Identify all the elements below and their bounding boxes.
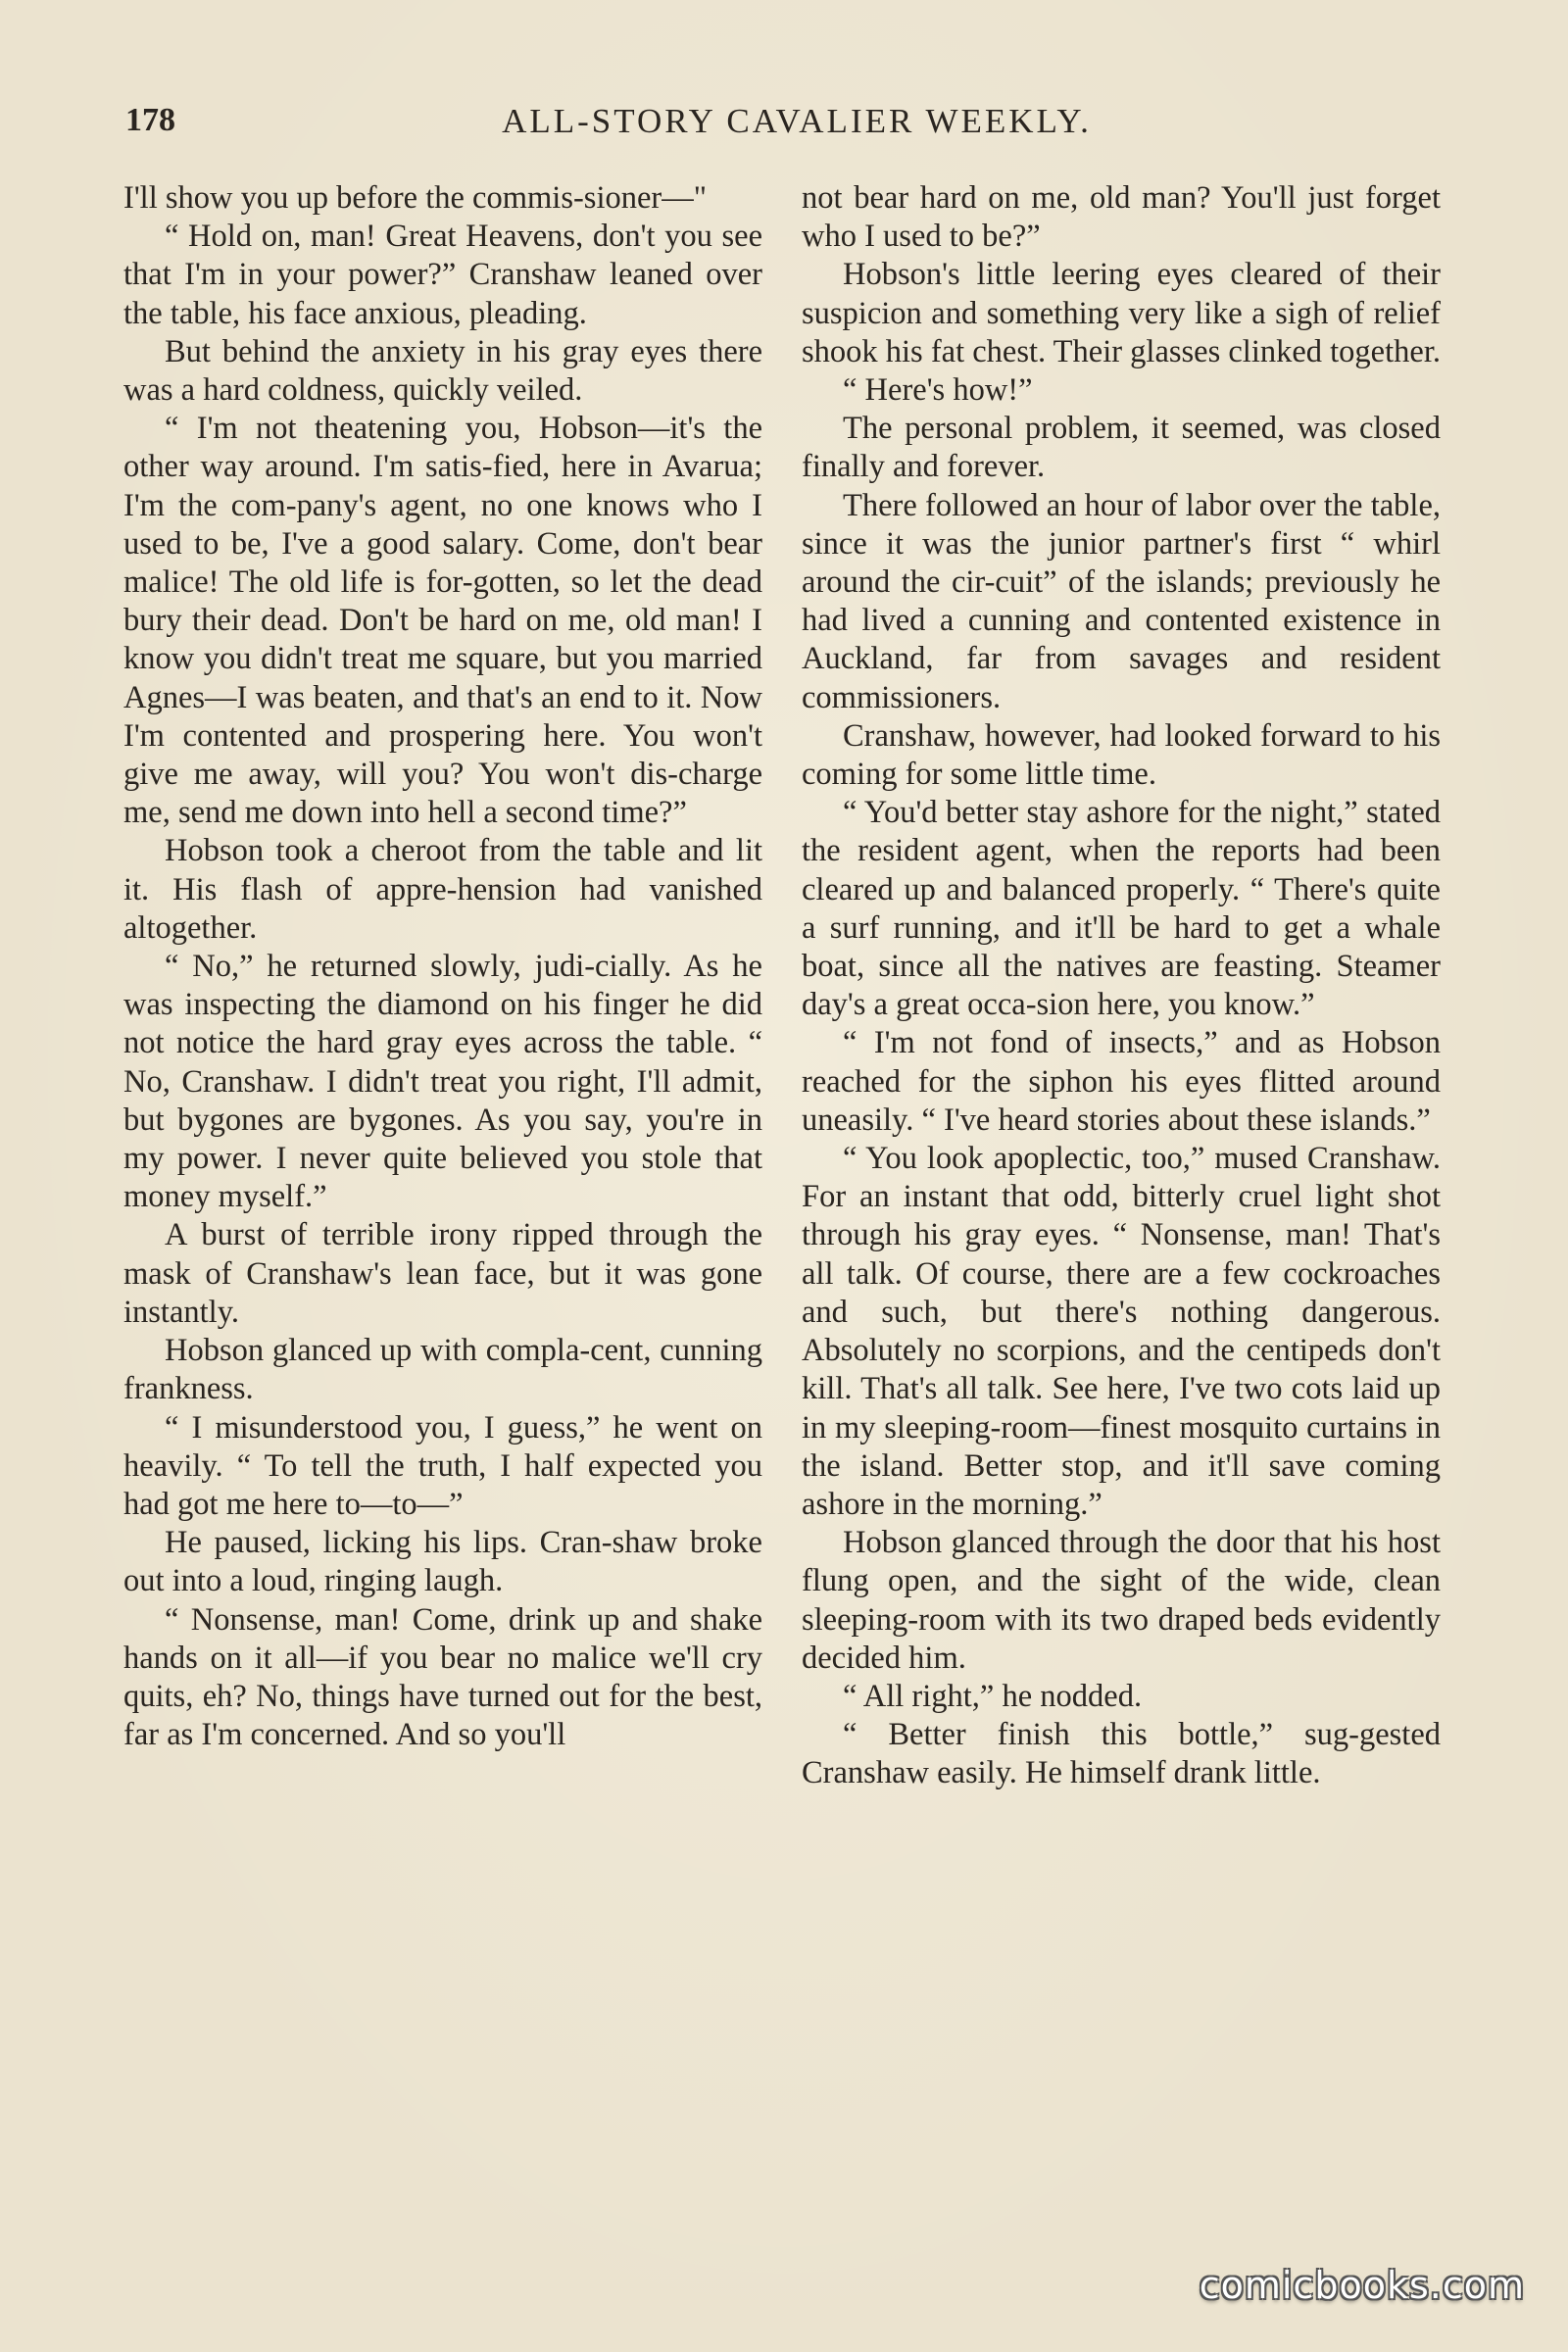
- paragraph: “ No,” he returned slowly, judi-cially. As he was inspecting the diamond on his finger he did not notice the hard gray eyes across the table. “ No, Cranshaw. I didn't treat you right, I'll admit, but bygones are bygones. As you say, you're in my power. I never quite believed you stole that money myself.”: [123, 949, 762, 1215]
- paragraph: “ I misunderstood you, I guess,” he went on heavily. “ To tell the truth, I half expected you had got me here to—to—”: [123, 1409, 762, 1522]
- watermark-logo: comicbooks.com: [1199, 2264, 1525, 2307]
- left-column: [123, 179, 762, 2228]
- paragraph: Cranshaw, however, had looked forward to his coming for some little time.: [802, 717, 1441, 793]
- page-header: [125, 98, 1448, 157]
- paragraph: Hobson glanced up with compla-cent, cunning frankness.: [123, 1333, 762, 1407]
- paragraph: “ Nonsense, man! Come, drink up and shake hands on it all—if you bear no malice we'll cry quits, eh? No, things have turned out for the best, far as I'm concerned. And so you'll: [123, 1601, 762, 1753]
- right-column: [802, 179, 1441, 2228]
- paragraph: Hobson took a cheroot from the table and lit it. His flash of appre-hension had vanished altogether.: [123, 833, 762, 946]
- page-number: 178: [125, 102, 175, 138]
- paragraph: Hobson glanced through the door that his host flung open, and the sight of the wide, clean sleeping-room with its two draped beds evidently decided him.: [802, 1525, 1441, 1676]
- paragraph: A burst of terrible irony ripped through the mask of Cranshaw's lean face, but it was gone instantly.: [123, 1217, 762, 1330]
- paragraph: “ You look apoplectic, too,” mused Cranshaw. For an instant that odd, bitterly cruel light shot through his gray eyes. “ Nonsense, man! That's all talk. Of course, there are a few cockroaches and such, but there's nothing dangerous. Absolutely no scorpions, and the centipeds don't kill. That's all talk. See here, I've two cots laid up in my sleeping-room—finest mosquito curtains in the island. Better stop, and it'll save coming ashore in the morning.”: [802, 1141, 1441, 1522]
- paragraph: The personal problem, it seemed, was closed finally and forever.: [802, 411, 1441, 485]
- paragraph: “ I'm not fond of insects,” and as Hobson reached for the siphon his eyes flitted around uneasily. “ I've heard stories about these islands.”: [802, 1025, 1441, 1138]
- paragraph: But behind the anxiety in his gray eyes there was a hard coldness, quickly veiled.: [123, 333, 762, 409]
- paragraph: Hobson's little leering eyes cleared of their suspicion and something very like a sigh of relief shook his fat chest. Their glasses clinked together.: [802, 257, 1441, 369]
- paragraph: not bear hard on me, old man? You'll just forget who I used to be?”: [802, 180, 1441, 255]
- paragraph: “ All right,” he nodded.: [843, 1678, 1143, 1714]
- paragraph: “ I'm not theatening you, Hobson—it's the other way around. I'm satis-fied, here in Avarua; I'm the com-pany's agent, no one knows who I used to be, I've a good salary. Come, don't bear malice! The old life is for-gotten, so let the dead bury their dead. Don't be hard on me, old man! I know you didn't treat me square, but you married Agnes—I was beaten, and that's an end to it. Now I'm contented and prospering here. You won't give me away, will you? You won't dis-charge me, send me down into hell a second time?”: [123, 411, 762, 831]
- paragraph: “ You'd better stay ashore for the night,” stated the resident agent, when the reports had been cleared up and balanced properly. “ There's quite a surf running, and it'll be hard to get a whale boat, since all the natives are feasting. Steamer day's a great occa-sion here, you know.”: [802, 795, 1441, 1023]
- running-head-title: ALL-STORY CAVALIER WEEKLY.: [502, 102, 1092, 140]
- paragraph: “ Hold on, man! Great Heavens, don't you see that I'm in your power?” Cranshaw leaned over the table, his face anxious, pleading.: [123, 219, 762, 331]
- paragraph: “ Better finish this bottle,” sug-gested Cranshaw easily. He himself drank little.: [802, 1717, 1441, 1791]
- paragraph: There followed an hour of labor over the table, since it was the junior partner's first “ whirl around the cir-cuit” of the islands; previously he had lived a cunning and contented existence in Auckland, far from savages and resident commissioners.: [802, 487, 1441, 715]
- paragraph: I'll show you up before the commis-sioner—": [123, 180, 707, 216]
- paragraph: “ Here's how!”: [843, 372, 1033, 409]
- paragraph: He paused, licking his lips. Cran-shaw broke out into a loud, ringing laugh.: [123, 1525, 762, 1599]
